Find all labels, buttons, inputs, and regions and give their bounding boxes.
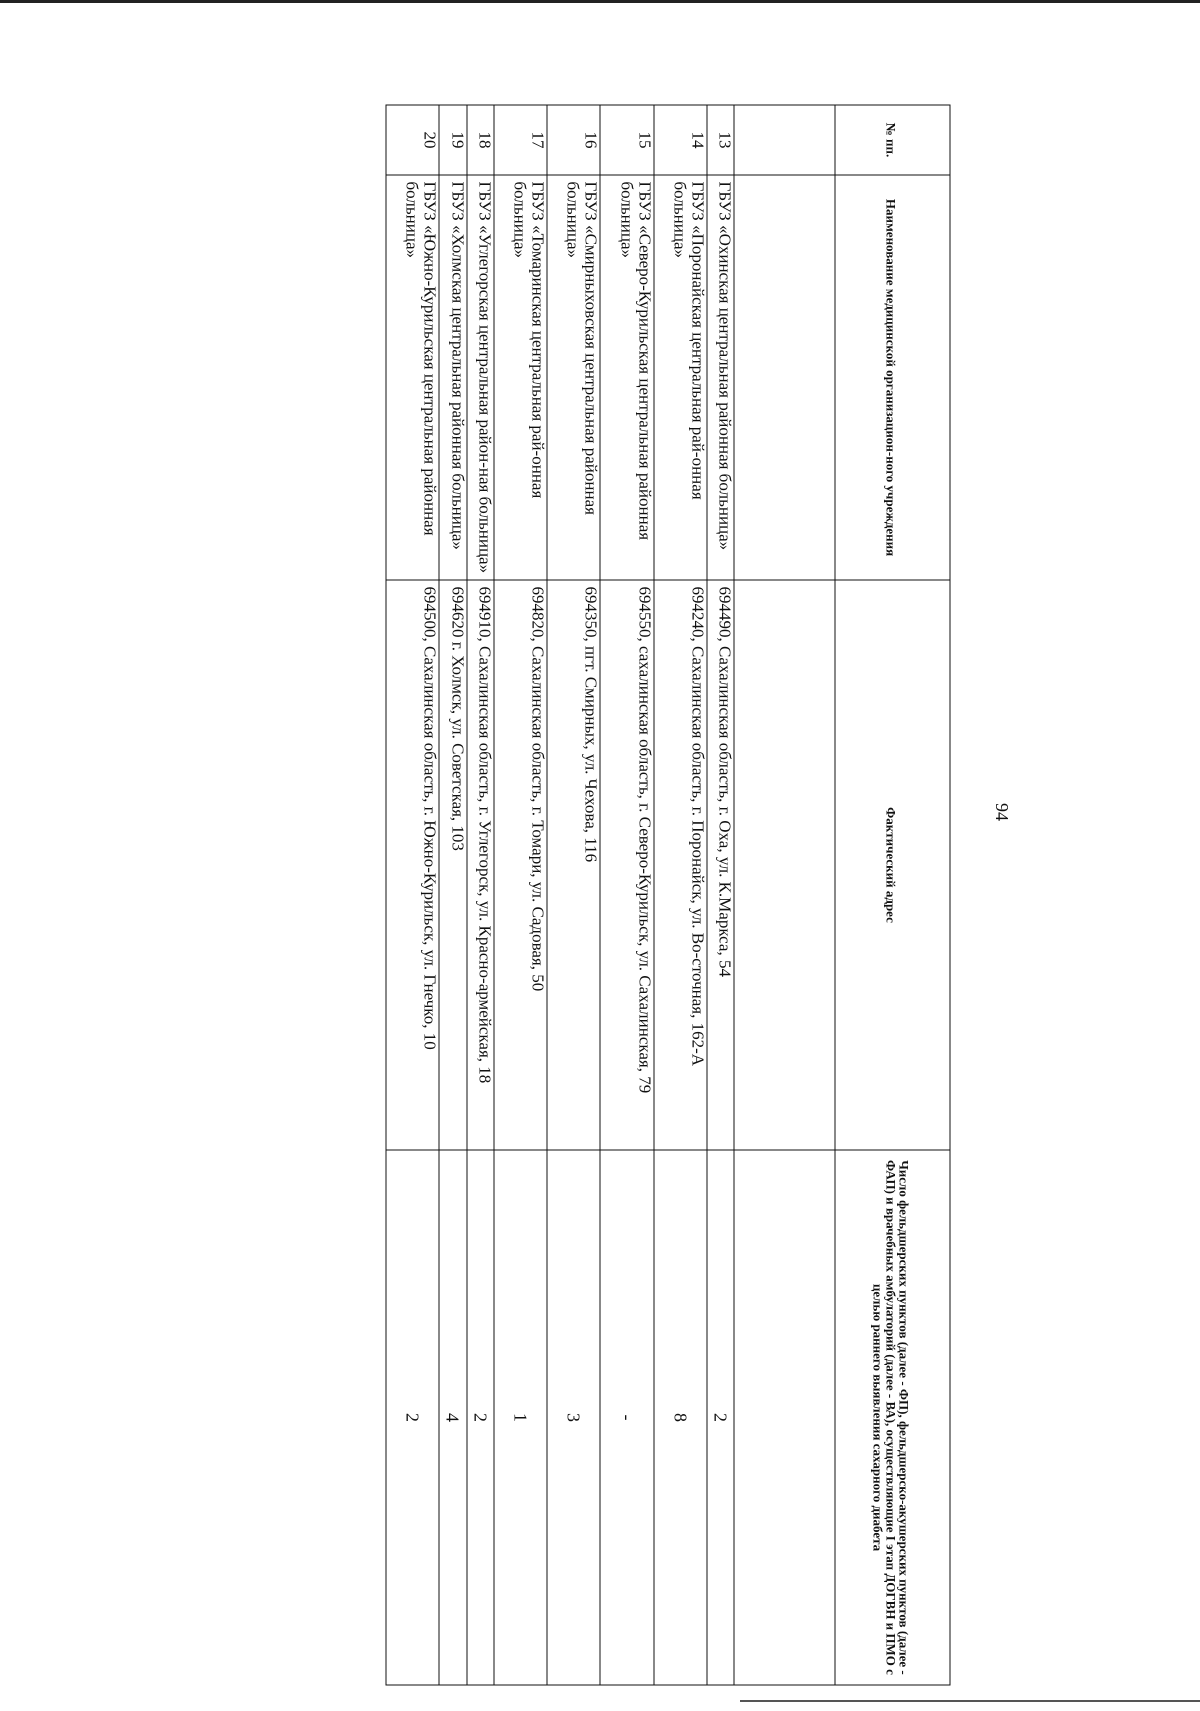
header-name: Наименование медицинской организацион-ного учреждения xyxy=(835,175,950,580)
table-row xyxy=(707,105,734,1685)
table-row xyxy=(386,105,439,1685)
institution-address: 694350, пгт. Смирных, ул. Чехова, 116 xyxy=(547,580,600,1150)
table-row xyxy=(439,105,466,1685)
institution-name: ГБУЗ «Смирныховская центральная районная больница» xyxy=(547,175,600,580)
scan-edge-line xyxy=(0,0,1200,3)
institution-address: 694910, Сахалинская область, г. Углегорск, ул. Красно-армейская, 18 xyxy=(467,580,494,1150)
institutions-table xyxy=(386,105,951,1686)
page-number: 94 xyxy=(992,803,1012,821)
row-number: 16 xyxy=(547,105,600,175)
institution-address: 694500, Сахалинская область, г. Южно-Курильск, ул. Гнечко, 10 xyxy=(386,580,439,1150)
header-num: № пп. xyxy=(835,105,950,175)
empty-cell xyxy=(734,1150,835,1685)
row-number: 15 xyxy=(600,105,653,175)
row-number: 18 xyxy=(467,105,494,175)
facility-count: 2 xyxy=(707,1150,734,1685)
facility-count: 8 xyxy=(654,1150,707,1685)
facility-count: - xyxy=(600,1150,653,1685)
scan-edge-line xyxy=(740,1700,1200,1702)
facility-count: 2 xyxy=(386,1150,439,1685)
institution-name: ГБУЗ «Томаринская центральная рай-онная больница» xyxy=(494,175,547,580)
institution-address: 694550, сахалинская область, г. Северо-Курильск, ул. Сахалинская, 79 xyxy=(600,580,653,1150)
table-row xyxy=(654,105,707,1685)
facility-count: 2 xyxy=(467,1150,494,1685)
institution-name: ГБУЗ «Холмская центральная районная больница» xyxy=(439,175,466,580)
institution-name: ГБУЗ «Северо-Курильская центральная районная больница» xyxy=(600,175,653,580)
institution-name: ГБУЗ «Южно-Курильская центральная районная больница» xyxy=(386,175,439,580)
table-spacer-row xyxy=(734,105,835,1685)
facility-count: 1 xyxy=(494,1150,547,1685)
table-row xyxy=(467,105,494,1685)
empty-cell xyxy=(734,105,835,175)
institution-address: 694490, Сахалинская область, г. Оха, ул. К.Маркса, 54 xyxy=(707,580,734,1150)
header-count: Число фельдшерских пунктов (далее - ФП), фельдшерско-акушерских пунктов (далее - ФАП) и врачебных амбулаторий (далее - ВА), осуществляющие I этап ДОГВН и ПМО с целью раннего выявления сахарного диабета xyxy=(835,1150,950,1685)
header-address: Фактический адрес xyxy=(835,580,950,1150)
row-number: 13 xyxy=(707,105,734,175)
table-header-row xyxy=(835,105,950,1685)
institution-name: ГБУЗ «Углегорская центральная район-ная больница» xyxy=(467,175,494,580)
table-row xyxy=(547,105,600,1685)
empty-cell xyxy=(734,580,835,1150)
institution-name: ГБУЗ «Охинская центральная районная больница» xyxy=(707,175,734,580)
row-number: 17 xyxy=(494,105,547,175)
institution-address: 694820, Сахалинская область, г. Томари, ул. Садовая, 50 xyxy=(494,580,547,1150)
row-number: 19 xyxy=(439,105,466,175)
institutions-table-container xyxy=(386,105,951,1685)
table-row xyxy=(494,105,547,1685)
facility-count: 3 xyxy=(547,1150,600,1685)
table-row xyxy=(600,105,653,1685)
row-number: 20 xyxy=(386,105,439,175)
institution-name: ГБУЗ «Поронайская центральная рай-онная больница» xyxy=(654,175,707,580)
empty-cell xyxy=(734,175,835,580)
institution-address: 694620 г. Холмск, ул. Советская, 103 xyxy=(439,580,466,1150)
institution-address: 694240, Сахалинская область, г. Поронайск, ул. Во-сточная, 162-А xyxy=(654,580,707,1150)
row-number: 14 xyxy=(654,105,707,175)
facility-count: 4 xyxy=(439,1150,466,1685)
